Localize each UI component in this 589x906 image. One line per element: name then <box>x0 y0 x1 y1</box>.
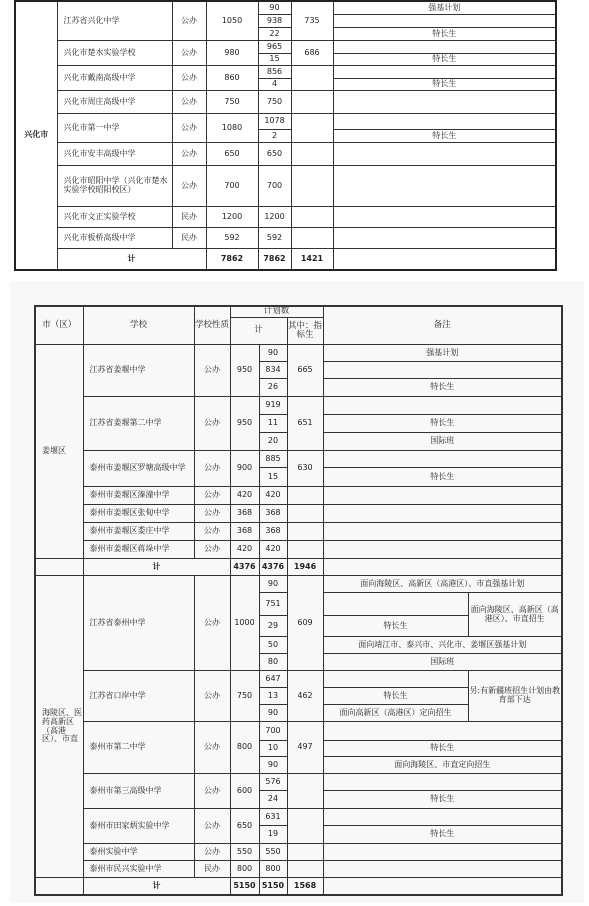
remark <box>323 861 562 878</box>
remark <box>333 143 556 166</box>
school-name: 泰州市第二中学 <box>83 722 194 774</box>
plan-total: 1080 <box>206 114 258 143</box>
remark: 特长生 <box>333 130 556 143</box>
plan-sub: 90 <box>259 705 287 722</box>
plan-sub: 647 <box>259 671 287 688</box>
plan-sub: 19 <box>259 826 287 844</box>
plan-sub: 50 <box>259 637 287 654</box>
school-type: 民办 <box>194 861 230 878</box>
plan-total: 750 <box>206 91 258 114</box>
remark: 特长生 <box>333 28 556 41</box>
quota-count: 651 <box>287 397 323 451</box>
remark: 面向高新区（高港区）定向招生 <box>323 705 468 722</box>
district-cell: 姜堰区 <box>35 345 83 559</box>
remark <box>323 774 562 791</box>
remark-side-note: 面向海陵区、高新区（高港区）、市直招生 <box>468 593 562 637</box>
school-type: 公办 <box>194 451 230 487</box>
total-district <box>35 878 83 896</box>
plan-sub: 90 <box>259 757 287 774</box>
school-name: 兴化市周庄高级中学 <box>57 91 172 114</box>
plan-sub: 368 <box>259 523 287 541</box>
quota-count <box>287 809 323 844</box>
plan-total: 592 <box>206 228 258 249</box>
plan-sub: 420 <box>259 541 287 559</box>
header-type: 学校性质 <box>194 306 230 345</box>
remark: 特长生 <box>323 791 562 809</box>
school-type: 公办 <box>194 722 230 774</box>
school-type: 公办 <box>172 1 206 41</box>
quota-count: 497 <box>287 722 323 774</box>
remark <box>323 671 468 688</box>
school-name: 江苏省泰州中学 <box>83 576 194 671</box>
remark: 特长生 <box>333 54 556 66</box>
plan-sub: 368 <box>259 505 287 523</box>
school-name: 泰州市姜堰区罗塘高级中学 <box>83 451 194 487</box>
school-name: 泰州市姜堰区张甸中学 <box>83 505 194 523</box>
school-name: 兴化市戴南高级中学 <box>57 66 172 91</box>
remark <box>323 809 562 826</box>
table-row <box>15 166 556 207</box>
header-quota: 其中：指标生 <box>287 318 323 345</box>
table-row <box>35 487 562 505</box>
remark-side-note: 另:有新疆班招生计划由教育部下达 <box>468 671 562 722</box>
school-type: 公办 <box>194 397 230 451</box>
plan-total: 650 <box>206 143 258 166</box>
table-row <box>35 722 562 741</box>
school-name: 泰州市姜堰区溱潼中学 <box>83 487 194 505</box>
total-quota: 1946 <box>287 559 323 576</box>
quota-count <box>291 207 333 228</box>
school-name: 泰州市民兴实验中学 <box>83 861 194 878</box>
remark <box>323 362 562 379</box>
plan-sub: 90 <box>259 576 287 593</box>
plan-sub: 1200 <box>258 207 291 228</box>
school-name: 兴化市昭阳中学（兴化市楚水实验学校昭阳校区） <box>57 166 172 207</box>
school-name: 泰州市田家炳实验中学 <box>83 809 194 844</box>
school-name: 江苏省口岸中学 <box>83 671 194 722</box>
plan-total: 950 <box>230 345 259 397</box>
total-remark <box>323 559 562 576</box>
plan-total: 420 <box>230 487 259 505</box>
quota-count <box>287 505 323 523</box>
table-row <box>15 66 556 79</box>
total-row <box>35 559 562 576</box>
remark <box>333 91 556 114</box>
table-row <box>35 505 562 523</box>
total-row <box>15 249 556 271</box>
remark <box>323 487 562 505</box>
district-cell: 海陵区、医药高新区（高港区）、市直 <box>35 576 83 878</box>
school-name: 江苏省姜堰第二中学 <box>83 397 194 451</box>
table-page-2 <box>10 281 584 903</box>
table-row <box>35 451 562 468</box>
quota-count <box>287 844 323 861</box>
quota-count <box>291 166 333 207</box>
school-name: 兴化市板桥高级中学 <box>57 228 172 249</box>
remark: 特长生 <box>323 688 468 705</box>
total-plan: 7862 <box>206 249 258 271</box>
remark <box>333 207 556 228</box>
remark <box>323 844 562 861</box>
plan-total: 550 <box>230 844 259 861</box>
remark <box>333 66 556 79</box>
header-remarks: 备注 <box>323 306 562 345</box>
total-plan: 4376 <box>230 559 259 576</box>
school-type: 公办 <box>172 143 206 166</box>
table-row <box>15 1 556 15</box>
plan-sub: 700 <box>258 166 291 207</box>
school-name: 泰州市第三高级中学 <box>83 774 194 809</box>
quota-count <box>287 523 323 541</box>
quota-count: 609 <box>287 576 323 671</box>
remark: 特长生 <box>323 379 562 397</box>
remark: 面向海陵区、市直定向招生 <box>323 757 562 774</box>
school-type: 公办 <box>194 844 230 861</box>
plan-sub: 800 <box>259 861 287 878</box>
quota-count <box>291 143 333 166</box>
plan-total: 800 <box>230 861 259 878</box>
table-row <box>35 541 562 559</box>
table-row <box>35 774 562 791</box>
table-row <box>35 523 562 541</box>
plan-sub: 15 <box>258 54 291 66</box>
header-district: 市（区） <box>35 306 83 345</box>
table-row <box>15 114 556 130</box>
table-row <box>35 671 562 688</box>
total-quota: 1421 <box>291 249 333 271</box>
table-row <box>35 844 562 861</box>
plan-sub: 26 <box>259 379 287 397</box>
plan-total: 1050 <box>206 1 258 41</box>
plan-total: 980 <box>206 41 258 66</box>
plan-sub: 80 <box>259 654 287 671</box>
remark: 特长生 <box>323 616 468 637</box>
remark <box>323 541 562 559</box>
table-row <box>15 228 556 249</box>
table-page-1 <box>0 0 589 263</box>
school-type: 民办 <box>172 207 206 228</box>
remark <box>323 397 562 415</box>
plan-sub: 24 <box>259 791 287 809</box>
quota-count: 735 <box>291 1 333 41</box>
school-type: 公办 <box>194 505 230 523</box>
plan-total: 650 <box>230 809 259 844</box>
plan-sub: 22 <box>258 28 291 41</box>
plan-total: 700 <box>206 166 258 207</box>
plan-sub: 631 <box>259 809 287 826</box>
plan-sub: 1078 <box>258 114 291 130</box>
school-name: 兴化市文正实验学校 <box>57 207 172 228</box>
plan-sub: 90 <box>258 1 291 15</box>
school-type: 公办 <box>194 541 230 559</box>
school-type: 公办 <box>194 576 230 671</box>
enrollment-table-jiangyan-hailing <box>34 305 563 896</box>
plan-sub: 751 <box>259 593 287 616</box>
remark: 国际班 <box>323 654 562 671</box>
plan-sub: 592 <box>258 228 291 249</box>
plan-sub: 856 <box>258 66 291 79</box>
remark <box>333 166 556 207</box>
header-school: 学校 <box>83 306 194 345</box>
school-type: 公办 <box>172 114 206 143</box>
school-name: 泰州市姜堰区蒋垛中学 <box>83 541 194 559</box>
remark <box>323 451 562 468</box>
total-sub: 4376 <box>259 559 287 576</box>
school-type: 公办 <box>194 523 230 541</box>
plan-total: 1000 <box>230 576 259 671</box>
school-name: 兴化市安丰高级中学 <box>57 143 172 166</box>
plan-sub: 10 <box>259 741 287 757</box>
plan-total: 800 <box>230 722 259 774</box>
remark <box>333 228 556 249</box>
total-sub: 7862 <box>258 249 291 271</box>
total-label: 计 <box>83 878 230 896</box>
total-sub: 5150 <box>259 878 287 896</box>
total-plan: 5150 <box>230 878 259 896</box>
table-row <box>35 345 562 362</box>
plan-sub: 938 <box>258 15 291 28</box>
total-remark <box>333 249 556 271</box>
plan-total: 950 <box>230 397 259 451</box>
school-type: 公办 <box>194 345 230 397</box>
school-name: 兴化市楚水实验学校 <box>57 41 172 66</box>
plan-sub: 650 <box>258 143 291 166</box>
quota-count <box>291 114 333 143</box>
quota-count <box>291 228 333 249</box>
school-name: 兴化市第一中学 <box>57 114 172 143</box>
quota-count: 630 <box>287 451 323 487</box>
school-name: 泰州实验中学 <box>83 844 194 861</box>
remark <box>323 722 562 741</box>
plan-sub: 20 <box>259 433 287 451</box>
table-row <box>35 809 562 826</box>
remark: 特长生 <box>323 415 562 433</box>
district-cell: 兴化市 <box>15 1 57 270</box>
school-type: 公办 <box>172 66 206 91</box>
school-type: 公办 <box>172 91 206 114</box>
header-plan-group: 计划数 <box>230 306 323 318</box>
enrollment-table-xinghua <box>14 0 557 271</box>
plan-sub: 420 <box>259 487 287 505</box>
school-name: 泰州市姜堰区娄庄中学 <box>83 523 194 541</box>
remark: 特长生 <box>323 741 562 757</box>
table-row <box>35 397 562 415</box>
plan-total: 1200 <box>206 207 258 228</box>
school-name: 江苏省姜堰中学 <box>83 345 194 397</box>
school-type: 公办 <box>194 809 230 844</box>
table-row <box>15 143 556 166</box>
plan-sub: 2 <box>258 130 291 143</box>
plan-sub: 965 <box>258 41 291 54</box>
plan-sub: 885 <box>259 451 287 468</box>
plan-total: 900 <box>230 451 259 487</box>
plan-sub: 29 <box>259 616 287 637</box>
plan-sub: 919 <box>259 397 287 415</box>
plan-total: 860 <box>206 66 258 91</box>
plan-sub: 11 <box>259 415 287 433</box>
table-row <box>15 41 556 54</box>
remark <box>333 41 556 54</box>
remark <box>333 114 556 130</box>
plan-total: 420 <box>230 541 259 559</box>
remark: 面向靖江市、泰兴市、兴化市、姜堰区强基计划 <box>323 637 562 654</box>
table-row <box>35 576 562 593</box>
plan-sub: 550 <box>259 844 287 861</box>
quota-count <box>287 541 323 559</box>
plan-total: 600 <box>230 774 259 809</box>
remark: 特长生 <box>333 79 556 91</box>
school-type: 公办 <box>194 774 230 809</box>
quota-count <box>287 774 323 809</box>
school-name: 江苏省兴化中学 <box>57 1 172 41</box>
quota-count: 462 <box>287 671 323 722</box>
total-label: 计 <box>57 249 206 271</box>
remark: 强基计划 <box>333 1 556 15</box>
remark <box>323 523 562 541</box>
school-type: 公办 <box>194 671 230 722</box>
quota-count <box>291 91 333 114</box>
school-type: 公办 <box>194 487 230 505</box>
table-row <box>15 207 556 228</box>
plan-sub: 834 <box>259 362 287 379</box>
remark: 面向海陵区、高新区（高港区）、市直强基计划 <box>323 576 562 593</box>
plan-sub: 15 <box>259 468 287 487</box>
plan-total: 368 <box>230 505 259 523</box>
quota-count <box>287 487 323 505</box>
remark <box>323 593 468 616</box>
remark: 国际班 <box>323 433 562 451</box>
total-label: 计 <box>83 559 230 576</box>
quota-count: 686 <box>291 41 333 66</box>
plan-sub: 700 <box>259 722 287 741</box>
plan-sub: 90 <box>259 345 287 362</box>
header-plan: 计 <box>230 318 287 345</box>
plan-sub: 750 <box>258 91 291 114</box>
table-row <box>35 861 562 878</box>
remark: 强基计划 <box>323 345 562 362</box>
table-row <box>15 91 556 114</box>
total-quota: 1568 <box>287 878 323 896</box>
remark <box>323 505 562 523</box>
total-row <box>35 878 562 896</box>
plan-total: 750 <box>230 671 259 722</box>
school-type: 民办 <box>172 228 206 249</box>
plan-sub: 13 <box>259 688 287 705</box>
header-row <box>35 306 562 318</box>
remark: 特长生 <box>323 468 562 487</box>
total-remark <box>323 878 562 896</box>
remark <box>333 15 556 28</box>
quota-count: 665 <box>287 345 323 397</box>
quota-count <box>287 861 323 878</box>
plan-sub: 576 <box>259 774 287 791</box>
school-type: 公办 <box>172 166 206 207</box>
remark: 特长生 <box>323 826 562 844</box>
total-district <box>35 559 83 576</box>
plan-sub: 4 <box>258 79 291 91</box>
school-type: 公办 <box>172 41 206 66</box>
plan-total: 368 <box>230 523 259 541</box>
quota-count <box>291 66 333 91</box>
